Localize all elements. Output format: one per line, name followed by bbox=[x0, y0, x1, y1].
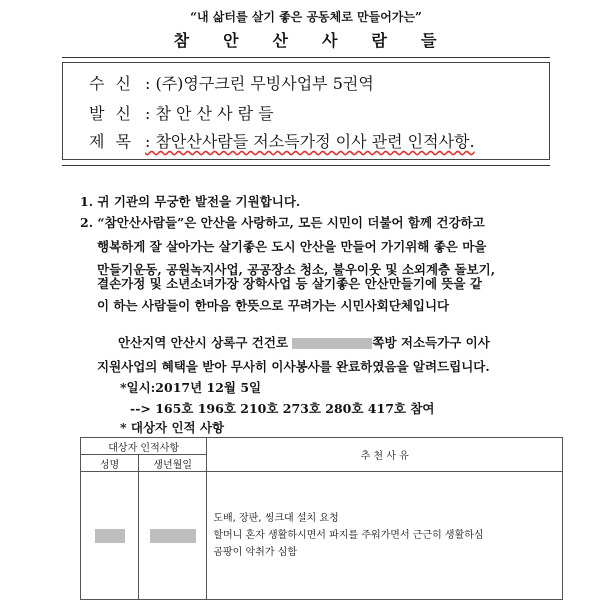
birth-header-cell bbox=[139, 455, 207, 472]
org-char: 참 bbox=[173, 31, 192, 50]
subject-row bbox=[89, 129, 475, 152]
reason-cell bbox=[207, 472, 563, 600]
group-header-cell bbox=[81, 438, 207, 455]
sender-row bbox=[89, 101, 274, 124]
redacted-address bbox=[292, 338, 372, 349]
org-char: 산 bbox=[272, 31, 290, 50]
recipient-label: 수 신 bbox=[89, 74, 134, 93]
item-2-line-4: 결손가정 및 소년소녀가장 장학사업 등 살기좋은 안산만들기에 뜻을 같 bbox=[97, 276, 482, 291]
birth-header: 생년월일 bbox=[153, 459, 193, 471]
notice-line-1 bbox=[118, 333, 490, 351]
subject-label: 제 목 bbox=[89, 132, 134, 151]
recipient-row bbox=[89, 71, 374, 94]
reason-line-2: 할머니 혼자 생활하시면서 파지를 주워가면서 근근히 생활하심 bbox=[213, 530, 484, 541]
target-info-line: * 대상자 인적 사항 bbox=[120, 420, 225, 435]
item-2-line-1: 2. “참안산사람들”은 안산을 사랑하고, 모든 시민이 더불어 함께 건강하고 bbox=[80, 215, 485, 230]
slogan: “내 삶터를 살기 좋은 공동체로 만들어가는” bbox=[190, 10, 422, 24]
notice-text-a: 안산지역 안산시 상록구 건건로 bbox=[118, 335, 289, 350]
notice-line-2: 지원사업의 혜택을 받아 무사히 이사봉사를 완료하였음을 알려드립니다. bbox=[97, 359, 490, 374]
item-2-line-5: 이 하는 사람들이 한마음 한뜻으로 꾸려가는 시민사회단체입니다 bbox=[97, 298, 450, 313]
notice-text-b: 쪽방 저소득가구 이사 bbox=[372, 335, 490, 350]
name-header: 성명 bbox=[99, 459, 120, 471]
org-char: 사 bbox=[322, 31, 340, 50]
reason-header: 추 천 사 유 bbox=[360, 451, 409, 462]
group-header: 대상자 인적사항 bbox=[108, 442, 180, 454]
rooms-line: --> 165호 196호 210호 273호 280호 417호 참여 bbox=[130, 401, 435, 416]
redacted-birthdate bbox=[150, 529, 196, 543]
reason-line-3: 곰팡이 악취가 심함 bbox=[213, 547, 297, 558]
reason-line-1: 도배, 장판, 씽크대 설치 요청 bbox=[213, 513, 339, 524]
item-2-line-2: 행복하게 잘 살아가는 살기좋은 도시 안산을 만들어 가기위해 좋은 마을 bbox=[97, 239, 487, 254]
birth-cell bbox=[139, 472, 207, 600]
sender-value: : 참 안 산 사 람 들 bbox=[145, 104, 274, 123]
date-line: *일시:2017년 12월 5일 bbox=[120, 380, 262, 395]
item-1: 1. 귀 기관의 무궁한 발전을 기원합니다. bbox=[80, 194, 301, 209]
memo-header-box bbox=[62, 62, 550, 160]
target-info-table bbox=[80, 437, 563, 600]
name-cell bbox=[81, 472, 139, 600]
org-char: 안 bbox=[223, 31, 241, 50]
organization-name bbox=[0, 28, 612, 51]
sender-label: 발 신 bbox=[89, 104, 134, 123]
subject-value: : 참안산사람들 저소득가정 이사 관련 인적사항. bbox=[145, 132, 475, 151]
header-rule-top bbox=[62, 57, 550, 58]
redacted-name bbox=[95, 529, 125, 543]
org-char: 람 bbox=[371, 31, 389, 50]
recipient-value: : (주)영구크린 무빙사업부 5권역 bbox=[145, 74, 374, 93]
org-char: 들 bbox=[420, 31, 439, 50]
reason-header-cell bbox=[207, 438, 563, 472]
header-rule-bottom bbox=[62, 165, 550, 166]
name-header-cell bbox=[81, 455, 139, 472]
item-2-line-3: 만들기운동, 공원녹지사업, 공공장소 청소, 불우이웃 및 소외계층 돌보기, bbox=[97, 262, 496, 277]
